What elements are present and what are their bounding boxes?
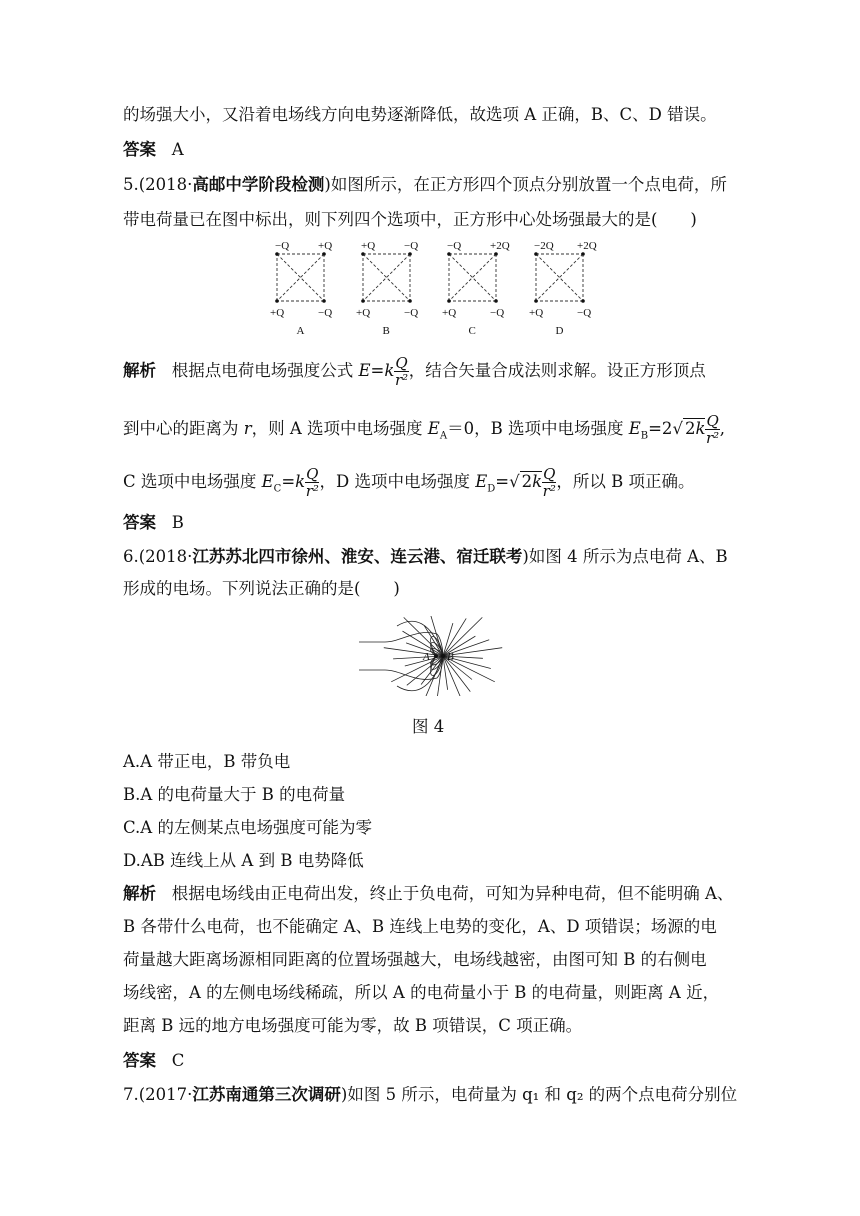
question-6-line-2: 形成的电场。下列说法正确的是( )	[123, 579, 400, 598]
solution-label: 解析	[123, 884, 156, 903]
square-label: C	[468, 325, 476, 337]
eb-symbol: E	[628, 419, 641, 438]
solution-6-line-5: 距离 B 远的地方电场强度可能为零，故 B 项错误，C 项正确。	[123, 1016, 583, 1035]
fraction-q-r2: $\frac{Q}{\text{r²}}$	[542, 465, 556, 500]
sqrt-body: 2k	[521, 472, 543, 491]
charge-top-right: −Q	[404, 240, 419, 252]
solution-text: ，所以 B 项正确。	[556, 472, 695, 491]
question-number: 5.(2018·	[123, 175, 193, 194]
square-option-b	[356, 240, 418, 337]
fraction-q-r2: $\frac{Q}{\text{r²}}$	[394, 354, 409, 389]
question-5-line-2: 带电荷量已在图中标出，则下列四个选项中，正方形中心处场强最大的是( )	[123, 210, 697, 229]
sqrt-sign: √	[672, 419, 683, 438]
option-b: B.A 的电荷量大于 B 的电荷量	[123, 785, 346, 804]
solution-5-line-1: 解析 根据点电荷电场强度公式 E=k $\frac{Q}{\text{r²}}$ ，结合矢量合成法则求解。设正方形顶点	[123, 354, 706, 389]
question-text: )如图 5 所示，电荷量为 q₁ 和 q₂ 的两个点电荷分别位	[340, 1085, 738, 1104]
answer-value: A	[171, 140, 184, 159]
square-option-a	[270, 240, 332, 337]
square-option-d	[529, 240, 597, 337]
charge-top-right: +2Q	[577, 240, 597, 252]
question-text: )如图所示，在正方形四个顶点分别放置一个点电荷，所	[324, 175, 727, 194]
option-d: D.AB 连线上从 A 到 B 电势降低	[123, 851, 364, 870]
square-option-c	[442, 240, 510, 337]
sqrt-sign: √	[509, 472, 520, 491]
answer-value: C	[171, 1051, 185, 1070]
solution-6-line-2: B 各带什么电荷，也不能确定 A、B 连线上电势的变化，A、D 项错误；场源的电	[123, 917, 717, 936]
charge-top-left: −Q	[275, 240, 290, 252]
answer-1	[123, 139, 737, 161]
answer-label: 答案	[123, 140, 156, 159]
charge-bottom-left: +Q	[356, 307, 371, 319]
solution-6-line-1	[123, 883, 737, 905]
ea-symbol: E	[427, 419, 440, 438]
answer-label: 答案	[123, 1051, 156, 1070]
square-label: D	[555, 325, 564, 337]
question-source: 江苏南通第三次调研	[192, 1085, 341, 1104]
charge-a-label: A	[423, 651, 430, 663]
question-5-line-1	[123, 174, 737, 196]
paragraph-continuation: 的场强大小，又沿着电场线方向电势逐渐降低，故选项 A 正确，B、C、D 错误。	[123, 105, 717, 124]
fraction-q-r2: $\frac{Q}{\text{r²}}$	[706, 412, 720, 447]
question-source: 高邮中学阶段检测	[192, 175, 325, 194]
field-lines-figure	[357, 616, 507, 696]
question-number: 6.(2018·	[123, 547, 193, 566]
ec-symbol: E	[261, 472, 274, 491]
charge-top-right: +2Q	[490, 240, 510, 252]
charge-top-left: +Q	[361, 240, 376, 252]
sqrt-body: 2k	[684, 419, 706, 438]
solution-text: 根据电场线由正电荷出发，终止于负电荷，可知为异种电荷，但不能明确 A、	[171, 884, 734, 903]
solution-text: 根据点电荷电场强度公式	[171, 361, 359, 380]
variable-r: r	[243, 419, 252, 438]
answer-label: 答案	[123, 513, 156, 532]
charge-top-left: −2Q	[534, 240, 554, 252]
charge-bottom-right: −Q	[490, 307, 505, 319]
question-7-line-1	[123, 1084, 737, 1106]
solution-5-line-2: 到中心的距离为 r，则 A 选项中电场强度 $E_A=0$，B 选项中电场强度 $E_B=2√$ 2k $\frac{Q}{\text{r²}}$ ,	[123, 412, 726, 447]
solution-5-line-3: C 选项中电场强度 $E_C=k$ $\frac{Q}{\text{r²}}$ ，D 选项中电场强度 $E_D=√$ 2k $\frac{Q}{\text{r²}}$ ，所以 B 项正确。	[123, 465, 695, 500]
solution-text: ，则 A 选项中电场强度	[251, 419, 428, 438]
formula-k: k	[384, 361, 395, 380]
charge-bottom-right: −Q	[577, 307, 592, 319]
four-squares-figure	[0, 238, 860, 338]
charge-b-label: B	[447, 651, 454, 663]
charge-top-left: −Q	[447, 240, 462, 252]
solution-text: ，D 选项中电场强度	[319, 472, 476, 491]
square-label: A	[296, 325, 305, 337]
answer-value: B	[171, 513, 184, 532]
formula-e: E	[358, 361, 371, 380]
solution-text: ＝0，B 选项中电场强度	[447, 419, 629, 438]
solution-label: 解析	[123, 361, 156, 380]
solution-6-line-3: 荷量越大距离场源相同距离的位置场强越大，电场线越密，由图可知 B 的右侧电	[123, 950, 707, 969]
question-number: 7.(2017·	[123, 1085, 193, 1104]
answer-3	[123, 1050, 737, 1072]
option-c: C.A 的左侧某点电场强度可能为零	[123, 818, 372, 837]
solution-6-line-4: 场线密，A 的左侧电场线稀疏，所以 A 的电荷量小于 B 的电荷量，则距离 A 近，	[123, 983, 720, 1002]
ed-symbol: E	[475, 472, 488, 491]
answer-2	[123, 512, 737, 534]
charge-bottom-right: −Q	[318, 307, 333, 319]
solution-text: 到中心的距离为	[123, 419, 244, 438]
option-a: A.A 带正电，B 带负电	[123, 752, 291, 771]
square-label: B	[382, 325, 390, 337]
solution-text: C 选项中电场强度	[123, 472, 262, 491]
charge-bottom-left: +Q	[442, 307, 457, 319]
charge-top-right: +Q	[318, 240, 333, 252]
figure-caption: 图 4	[412, 717, 445, 736]
question-6-line-1	[123, 546, 737, 568]
charge-bottom-right: −Q	[404, 307, 419, 319]
solution-text: ，结合矢量合成法则求解。设正方形顶点	[408, 361, 706, 380]
question-source: 江苏苏北四市徐州、淮安、连云港、宿迁联考	[192, 547, 523, 566]
charge-bottom-left: +Q	[270, 307, 285, 319]
charge-bottom-left: +Q	[529, 307, 544, 319]
question-text: )如图 4 所示为点电荷 A、B	[522, 547, 728, 566]
fraction-q-r2: $\frac{Q}{\text{r²}}$	[305, 465, 319, 500]
